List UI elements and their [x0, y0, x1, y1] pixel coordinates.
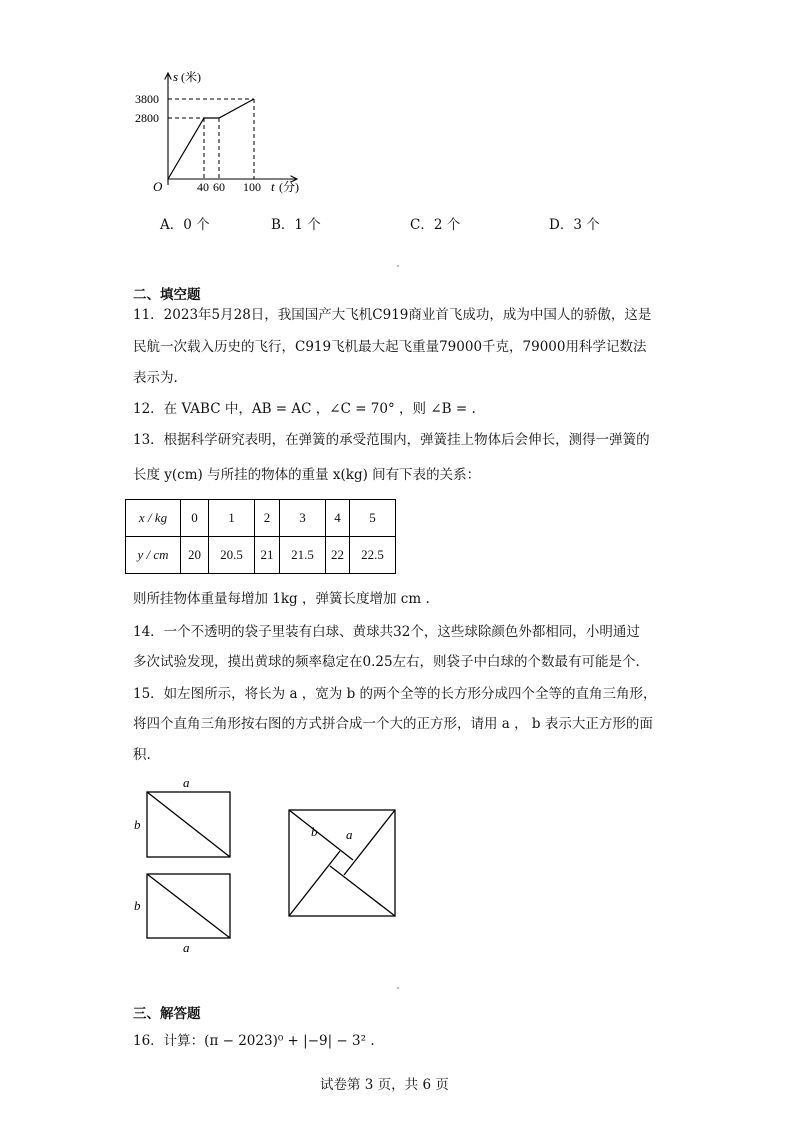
q15-line3: 积. [133, 747, 151, 763]
table-cell: 5 [350, 500, 396, 537]
y-axis-unit: (米) [181, 70, 201, 84]
option-a: A．0 个 [160, 217, 210, 233]
table-row [126, 500, 396, 537]
table-cell: 2 [255, 500, 280, 537]
page-footer: 试卷第 3 页，共 6 页 [320, 1077, 449, 1093]
q15-line2: 将四个直角三角形按右图的方式拼合成一个大的正方形，请用 a ， b 表示大正方形的面 [133, 716, 653, 732]
table-cell: 22.5 [350, 537, 396, 574]
label-a-square: a [346, 827, 353, 842]
section-2-title: 二、填空题 [133, 287, 201, 303]
triangle-edge [330, 866, 395, 916]
q14-line2: 多次试验发现，摸出黄球的频率稳定在0.25左右，则袋子中白球的个数最有可能是个. [133, 654, 640, 670]
y-tick-3800: 3800 [135, 92, 159, 106]
x-tick-60: 60 [213, 180, 225, 194]
q16-text: 16．计算：(π − 2023)⁰ + |−9| − 3² . [133, 1033, 375, 1049]
table-header-y: y / cm [126, 537, 181, 574]
table-cell: 3 [280, 500, 326, 537]
x-axis-label: t [271, 179, 275, 194]
triangle-edge [289, 810, 353, 860]
q11-line2: 民航一次载入历史的飞行，C919飞机最大起飞重量79000千克，79000用科学记数法 [133, 339, 647, 355]
q13-line3: 则所挂物体重量每增加 1kg ，弹簧长度增加 cm . [133, 591, 430, 607]
x-tick-100: 100 [243, 180, 261, 194]
table-cell: 0 [181, 500, 209, 537]
option-c: C．2 个 [410, 217, 461, 233]
q14-line1: 14．一个不透明的袋子里装有白球、黄球共32个，这些球除颜色外都相同，小明通过 [133, 624, 640, 640]
table-header-x: x / kg [126, 500, 181, 537]
table-cell: 21.5 [280, 537, 326, 574]
label-b-square: b [311, 824, 318, 839]
q13-line2: 长度 y(cm) 与所挂的物体的重量 x(kg) 间有下表的关系： [133, 467, 481, 483]
distance-line [168, 99, 254, 179]
q13-line1: 13．根据科学研究表明，在弹簧的承受范围内，弹簧挂上物体后会伸长，测得一弹簧的 [133, 432, 650, 448]
separator-dot [397, 265, 399, 267]
distance-time-graph [135, 65, 315, 205]
diagonal-top [147, 792, 230, 857]
rectangles-figure [128, 775, 243, 955]
table-cell: 21 [255, 537, 280, 574]
outer-square [289, 810, 395, 916]
diagonal-bottom [147, 874, 230, 938]
y-tick-2800: 2800 [135, 111, 159, 125]
q11-line3: 表示为. [133, 370, 178, 386]
table-cell: 22 [326, 537, 350, 574]
option-d: D．3 个 [549, 217, 600, 233]
square-figure [285, 805, 400, 920]
label-a-bottom: a [183, 940, 190, 955]
section-3-title: 三、解答题 [133, 1006, 201, 1022]
table-cell: 20 [181, 537, 209, 574]
triangle-edge [289, 851, 340, 916]
table-row [126, 537, 396, 574]
table-cell: 1 [209, 500, 255, 537]
q15-line1: 15．如左图所示，将长为 a ，宽为 b 的两个全等的长方形分成四个全等的直角三角形， [133, 686, 657, 702]
table-cell: 4 [326, 500, 350, 537]
triangle-edge [344, 810, 395, 875]
label-a-top: a [183, 775, 190, 790]
label-b-bottom: b [134, 898, 141, 913]
table-cell: 20.5 [209, 537, 255, 574]
label-b-top: b [134, 817, 141, 832]
q12-text: 12．在 VABC 中，AB = AC ，∠C = 70° ，则 ∠B = . [133, 401, 476, 417]
option-b: B．1 个 [271, 217, 321, 233]
origin-label: O [153, 179, 163, 194]
x-tick-40: 40 [197, 180, 209, 194]
y-axis-label: s [173, 69, 179, 84]
separator-dot [397, 987, 399, 989]
spring-data-table [125, 499, 396, 574]
q11-line1: 11．2023年5月28日，我国国产大飞机C919商业首飞成功，成为中国人的骄傲，这是 [133, 307, 652, 323]
x-axis-unit: (分) [279, 180, 299, 194]
